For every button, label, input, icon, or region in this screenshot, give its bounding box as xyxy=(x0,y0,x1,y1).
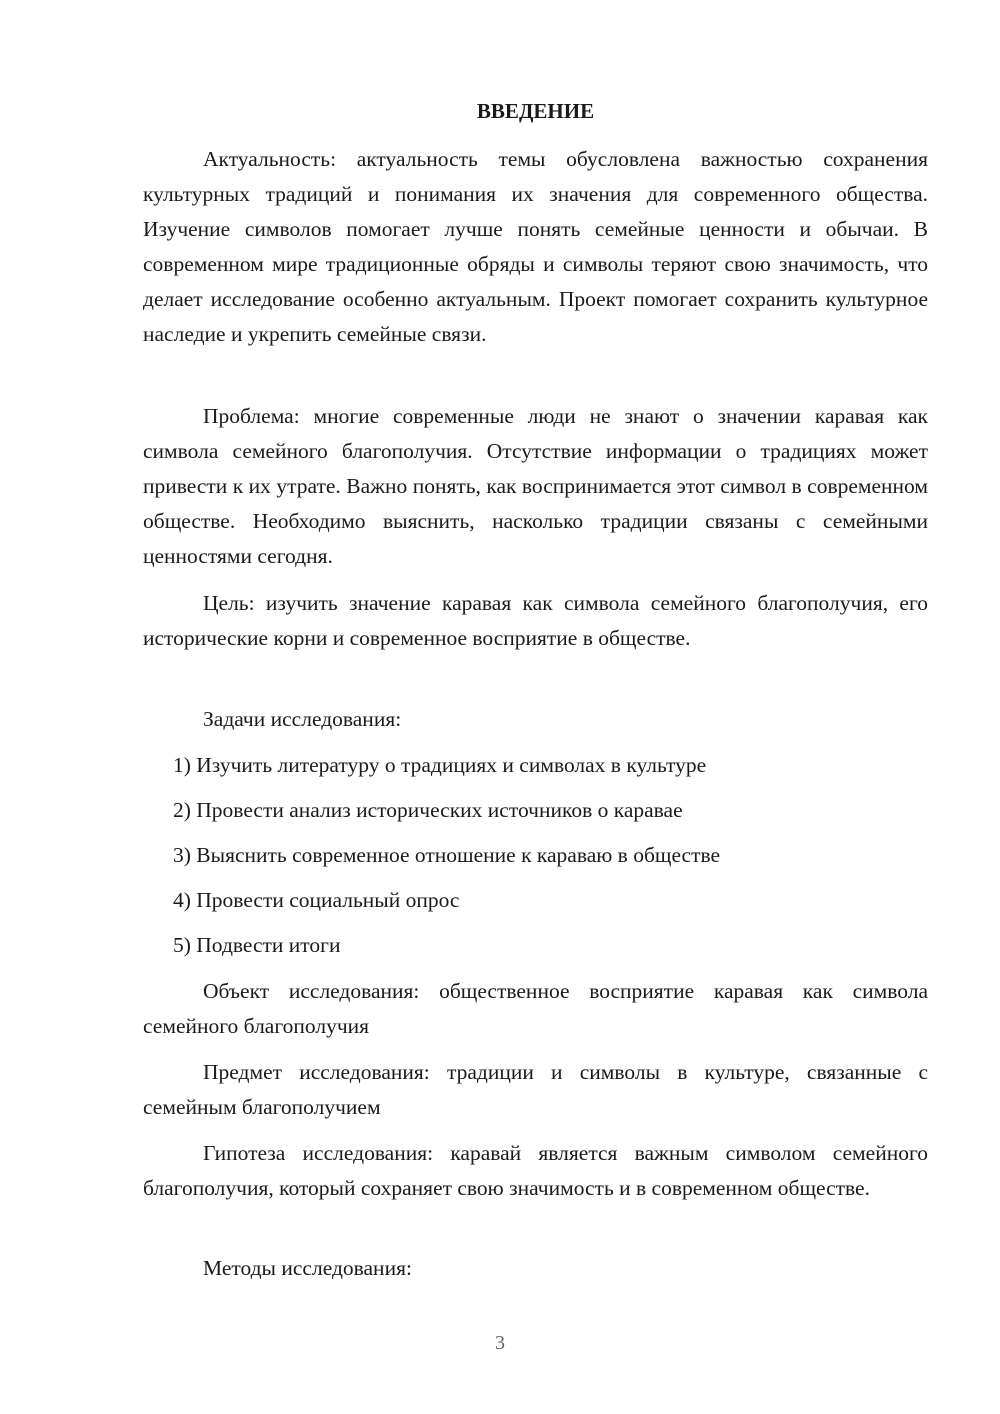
object-paragraph: Объект исследования: общественное восприятие каравая как символа семейного благополучия xyxy=(143,979,928,1038)
subject-paragraph: Предмет исследования: традиции и символы в культуре, связанные с семейным благополучием xyxy=(143,1060,928,1119)
page-title: ВВЕДЕНИЕ xyxy=(476,99,595,123)
list-item: 1) Изучить литературу о традициях и символах в культуре xyxy=(173,753,707,777)
list-item: 5) Подвести итоги xyxy=(173,933,341,957)
relevance-paragraph: Актуальность: актуальность темы обусловлена важностью сохранения культурных традиций и понимания их значения для современного общества. Изучение символов помогает лучше понять семейные ценности и обычаи. В современном мире традиционные обряды и символы теряют свою значимость, что делает исследование особенно актуальным. Проект помогает сохранить культурное наследие и укрепить семейные связи. xyxy=(143,147,928,346)
goal-paragraph: Цель: изучить значение каравая как символа семейного благополучия, его исторические корни и современное восприятие в обществе. xyxy=(143,591,928,650)
list-item: 3) Выяснить современное отношение к караваю в обществе xyxy=(173,843,721,867)
problem-paragraph: Проблема: многие современные люди не знают о значении каравая как символа семейного благополучия. Отсутствие информации о традициях может привести к их утрате. Важно понять, как воспринимается этот символ в современном обществе. Необходимо выяснить, насколько традиции связаны с семейными ценностями сегодня. xyxy=(143,404,928,568)
tasks-heading: Задачи исследования: xyxy=(203,707,402,731)
list-item: 2) Провести анализ исторических источников о каравае xyxy=(173,798,683,822)
page-number: 3 xyxy=(495,1332,505,1354)
list-item: 4) Провести социальный опрос xyxy=(173,888,460,912)
hypothesis-paragraph: Гипотеза исследования: каравай является важным символом семейного благополучия, который сохраняет свою значимость и в современном обществе. xyxy=(143,1141,928,1200)
methods-heading: Методы исследования: xyxy=(203,1256,412,1280)
document-page xyxy=(143,0,928,1414)
